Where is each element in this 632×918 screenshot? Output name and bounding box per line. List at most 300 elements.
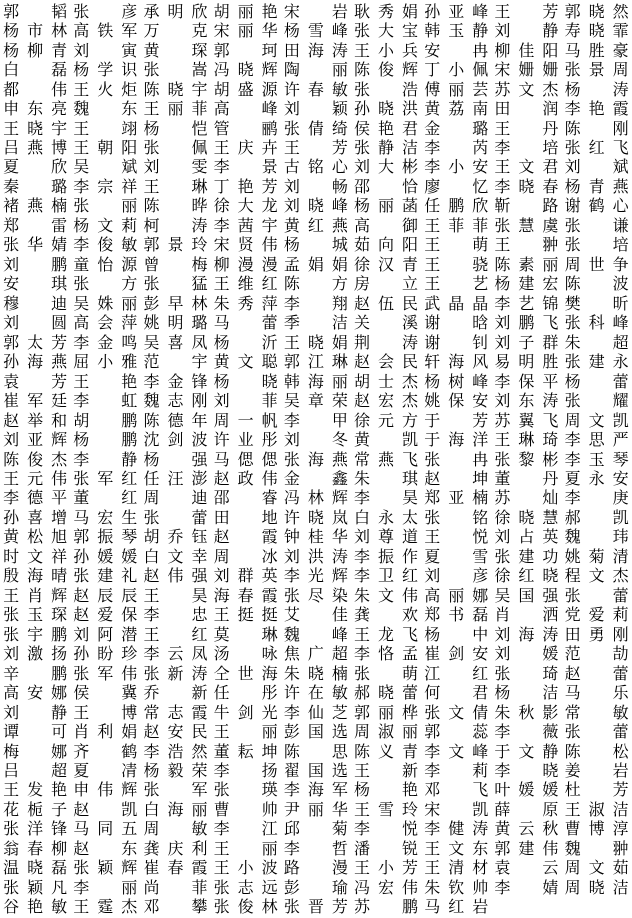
- name-cell: [140, 352, 210, 371]
- person-name: 吴 姝 丽: [73, 293, 138, 313]
- person-name: 宋 丽 华: [213, 21, 278, 41]
- name-cell: [211, 586, 281, 605]
- name-cell: [351, 41, 421, 60]
- name-column-1: [0, 2, 70, 917]
- person-name: 李 甲: [283, 410, 348, 430]
- name-cell: [211, 878, 281, 897]
- person-name: 周 一 帆: [213, 410, 278, 430]
- name-cell: [351, 567, 421, 586]
- person-name: 许 晓 岚: [283, 507, 348, 527]
- person-name: 韩 海 丽: [283, 371, 348, 391]
- person-name: 夏 凊: [73, 761, 138, 781]
- person-name: 高 峰: [213, 99, 278, 119]
- person-name: 王 芳: [494, 1, 559, 21]
- person-name: 谷 艳 敏: [3, 897, 68, 917]
- name-cell: [491, 547, 561, 566]
- name-cell: [281, 878, 351, 897]
- person-name: 刘 阿 潜: [73, 624, 138, 644]
- name-cell: [562, 878, 632, 897]
- person-name: 赵 伟 强: [143, 566, 208, 586]
- person-name: 张 静 洁: [354, 138, 419, 158]
- person-name: 宋 姗 姗: [494, 60, 559, 80]
- name-cell: [0, 391, 70, 410]
- name-cell: [491, 683, 561, 702]
- person-name: 黄 红 燕: [283, 215, 348, 235]
- person-name: 刘 寅: [73, 40, 138, 60]
- person-name: 胡 鹏: [73, 410, 138, 430]
- name-cell: [562, 411, 632, 430]
- person-name: 王 发 艳: [3, 780, 68, 800]
- name-cell: [491, 839, 561, 858]
- name-cell: [351, 508, 421, 527]
- person-name: 姚 明 璐: [143, 313, 208, 333]
- person-name: 彭 早 林: [143, 293, 208, 313]
- person-name: 刘 冬: [283, 430, 348, 450]
- person-name: 常 敏: [564, 702, 629, 722]
- person-name: 杨 艳: [354, 780, 419, 800]
- name-cell: [351, 352, 421, 371]
- name-cell: [281, 41, 351, 60]
- name-cell: [491, 352, 561, 371]
- person-name: 胡 士 杰: [354, 371, 419, 391]
- person-name: 程 文 杰: [564, 566, 629, 586]
- person-name: 周 淑 丽: [354, 722, 419, 742]
- person-name: 高 御: [354, 215, 419, 235]
- person-name: 轩 海 风: [424, 352, 489, 372]
- name-cell: [351, 391, 421, 410]
- name-cell: [140, 450, 210, 469]
- person-name: 申 东 亮: [3, 99, 68, 119]
- person-name: 王 萌: [424, 235, 489, 255]
- name-cell: [421, 703, 491, 722]
- person-name: 陈 俊 辉: [354, 60, 419, 80]
- person-name: 龚 欢: [354, 605, 419, 625]
- name-cell: [211, 138, 281, 157]
- name-cell: [0, 625, 70, 644]
- name-cell: [421, 644, 491, 663]
- name-column-9: [562, 2, 632, 917]
- name-cell: [562, 60, 632, 79]
- name-cell: [562, 644, 632, 663]
- person-name: 茹 向 阳: [354, 235, 419, 255]
- person-name: 耿 秀 娟: [354, 1, 419, 21]
- name-cell: [281, 80, 351, 99]
- person-name: 傅 丽 芸: [424, 79, 489, 99]
- name-cell: [140, 21, 210, 40]
- person-name: 朱 晓 楠: [283, 663, 348, 683]
- name-cell: [0, 703, 70, 722]
- person-name: 刘 斌: [564, 157, 629, 177]
- person-name: 朱 秀 萍: [213, 293, 278, 313]
- name-cell: [140, 391, 210, 410]
- name-cell: [421, 275, 491, 294]
- name-cell: [491, 878, 561, 897]
- name-cell: [70, 255, 140, 274]
- person-name: 李 光 辉: [283, 566, 348, 586]
- person-name: 邵 睿: [213, 488, 278, 508]
- name-cell: [70, 606, 140, 625]
- person-name: 李 玉 琴: [564, 449, 629, 469]
- person-name: 丁 小 佩: [424, 60, 489, 80]
- person-name: 苏 鹏: [354, 897, 419, 917]
- person-name: 童 怡 源: [73, 254, 138, 274]
- name-cell: [0, 547, 70, 566]
- name-cell: [351, 898, 421, 917]
- name-cell: [562, 781, 632, 800]
- person-name: 郑 书 磊: [424, 605, 489, 625]
- name-cell: [70, 703, 140, 722]
- name-cell: [140, 508, 210, 527]
- person-name: 王 艳: [73, 371, 138, 391]
- name-cell: [140, 528, 210, 547]
- person-name: 何 君: [424, 683, 489, 703]
- person-name: 杨 雪 峰: [283, 21, 348, 41]
- person-name: 夏 永 安: [564, 468, 629, 488]
- name-cell: [491, 216, 561, 235]
- person-name: 徐 大 龙: [213, 196, 278, 216]
- person-name: 刘 畅: [283, 176, 348, 196]
- person-name: 郭 太 芳: [3, 332, 68, 352]
- person-name: 王 维 红: [213, 274, 278, 294]
- name-cell: [211, 80, 281, 99]
- person-name: 王 小 兵: [354, 40, 419, 60]
- name-cell: [351, 255, 421, 274]
- person-name: 张 新 涛: [143, 663, 208, 683]
- person-name: 刘 东 涛: [494, 391, 559, 411]
- person-name: 任 汪 澎: [143, 468, 208, 488]
- person-name: 张 蕾: [143, 507, 208, 527]
- person-name: 关 溪: [354, 313, 419, 333]
- person-name: 张 科 峰: [564, 313, 629, 333]
- name-cell: [140, 644, 210, 663]
- name-cell: [211, 294, 281, 313]
- name-cell: [0, 352, 70, 371]
- name-cell: [281, 683, 351, 702]
- name-cell: [491, 625, 561, 644]
- name-cell: [211, 469, 281, 488]
- name-cell: [70, 508, 140, 527]
- name-cell: [0, 606, 70, 625]
- person-name: 李 静: [73, 449, 138, 469]
- person-name: 刘 媛: [494, 644, 559, 664]
- person-name: 张 彦: [73, 1, 138, 21]
- person-name: 王 挺 挺: [213, 605, 278, 625]
- name-cell: [281, 216, 351, 235]
- name-cell: [562, 80, 632, 99]
- name-cell: [351, 800, 421, 819]
- person-name: 张 建 永: [564, 352, 629, 372]
- name-cell: [562, 21, 632, 40]
- person-name: 褚 燕 楠: [3, 196, 68, 216]
- name-cell: [211, 41, 281, 60]
- name-cell: [421, 372, 491, 391]
- person-name: 杨 洁: [494, 683, 559, 703]
- person-name: 肖 利 娟: [73, 722, 138, 742]
- name-cell: [421, 664, 491, 683]
- name-cell: [421, 742, 491, 761]
- name-cell: [562, 197, 632, 216]
- name-cell: [211, 898, 281, 917]
- name-cell: [562, 119, 632, 138]
- name-cell: [351, 430, 421, 449]
- name-cell: [421, 177, 491, 196]
- person-name: 温 晓 磊: [3, 858, 68, 878]
- name-cell: [421, 469, 491, 488]
- name-cell: [211, 703, 281, 722]
- name-cell: [491, 60, 561, 79]
- person-name: 侯 冀: [73, 683, 138, 703]
- person-name: 张 培: [564, 235, 629, 255]
- name-cell: [421, 528, 491, 547]
- name-cell: [562, 742, 632, 761]
- person-name: 王 博: [73, 702, 138, 722]
- name-cell: [491, 586, 561, 605]
- name-cell: [140, 878, 210, 897]
- person-name: 杨 丽 菡: [354, 196, 419, 216]
- person-name: 刘 海 涛: [494, 624, 559, 644]
- person-name: 陈 思: [283, 741, 348, 761]
- person-name: 张 红 飞: [564, 138, 629, 158]
- person-name: 郭 珂: [213, 40, 278, 60]
- name-cell: [281, 391, 351, 410]
- person-name: 张 建 功: [494, 546, 559, 566]
- name-cell: [491, 275, 561, 294]
- name-cell: [70, 216, 140, 235]
- person-name: 丁 艳 芳: [213, 176, 278, 196]
- name-cell: [281, 567, 351, 586]
- name-cell: [70, 138, 140, 157]
- name-cell: [351, 177, 421, 196]
- person-name: 薛 原: [494, 799, 559, 819]
- person-name: 宋 凯: [424, 799, 489, 819]
- name-cell: [140, 99, 210, 118]
- person-name: 张 志 远: [213, 877, 278, 897]
- name-cell: [281, 625, 351, 644]
- person-name: 吴 章 荣: [283, 391, 348, 411]
- name-cell: [351, 99, 421, 118]
- name-cell: [0, 878, 70, 897]
- person-name: 古 铭 心: [283, 157, 348, 177]
- person-name: 谢 鹤 心: [564, 196, 629, 216]
- person-name: 时 文 祥: [3, 546, 68, 566]
- name-cell: [421, 722, 491, 741]
- name-cell: [281, 508, 351, 527]
- person-name: 杨 涛: [564, 79, 629, 99]
- name-cell: [70, 644, 140, 663]
- person-name: 王 元 伟: [3, 468, 68, 488]
- person-name: 赵 政 伟: [213, 468, 278, 488]
- name-cell: [70, 80, 140, 99]
- name-cell: [281, 644, 351, 663]
- person-name: 谭 可: [3, 722, 68, 742]
- person-name: 李 振 作: [354, 546, 419, 566]
- person-name: 焦 广 超: [283, 644, 348, 664]
- person-name: 白 磊: [3, 60, 68, 80]
- person-name: 张 琦: [494, 663, 559, 683]
- person-name: 穆 迪: [3, 293, 68, 313]
- person-name: 周 迪: [143, 488, 208, 508]
- person-name: 任 彤: [213, 683, 278, 703]
- name-cell: [211, 236, 281, 255]
- person-name: 田 地: [213, 507, 278, 527]
- person-name: 李 昊: [354, 488, 419, 508]
- person-name: 杨 鹏: [73, 430, 138, 450]
- name-cell: [281, 372, 351, 391]
- name-cell: [0, 197, 70, 216]
- name-cell: [211, 742, 281, 761]
- person-name: 张 大 宝: [354, 21, 419, 41]
- person-name: 李 俊 敏: [73, 235, 138, 255]
- name-cell: [351, 742, 421, 761]
- person-name: 柯 涛: [143, 215, 208, 235]
- name-cell: [0, 138, 70, 157]
- person-name: 胡 丽 艳: [213, 1, 278, 21]
- person-name: 赵 坤: [424, 468, 489, 488]
- person-name: 潘 锐: [354, 838, 419, 858]
- name-cell: [140, 742, 210, 761]
- name-column-7: [421, 2, 491, 917]
- person-name: 王 霆 杰: [73, 897, 138, 917]
- name-cell: [70, 859, 140, 878]
- name-cell: [351, 683, 421, 702]
- name-cell: [211, 781, 281, 800]
- name-cell: [281, 236, 351, 255]
- person-name: 郭 蕊: [424, 722, 489, 742]
- person-name: 李 培: [494, 138, 559, 158]
- name-cell: [562, 664, 632, 683]
- person-name: 陶 丽: [283, 60, 348, 80]
- person-name: 魏 峰: [283, 624, 348, 644]
- person-name: 王 丽 菲: [143, 99, 208, 119]
- name-cell: [281, 586, 351, 605]
- person-name: 杨 市 林: [3, 21, 68, 41]
- name-cell: [140, 275, 210, 294]
- name-cell: [211, 275, 281, 294]
- person-name: 张 黎 彬: [494, 449, 559, 469]
- person-name: 王 翊: [73, 118, 138, 138]
- person-name: 周 敏: [143, 819, 208, 839]
- name-cell: [421, 839, 491, 858]
- person-name: 杨 沂: [213, 332, 278, 352]
- person-name: 张 慧 虞: [494, 215, 559, 235]
- person-name: 王 翀: [494, 235, 559, 255]
- person-name: 郝 晓 蕾: [354, 683, 419, 703]
- person-name: 刘 晓 峰: [283, 196, 348, 216]
- name-cell: [140, 722, 210, 741]
- person-name: 秦 璐: [3, 176, 68, 196]
- name-cell: [211, 391, 281, 410]
- name-cell: [491, 800, 561, 819]
- name-cell: [351, 294, 421, 313]
- person-name: 张 文 倩: [424, 702, 489, 722]
- person-name: 刘 静: [3, 702, 68, 722]
- person-name: 孙 媛 媛: [73, 546, 138, 566]
- name-cell: [281, 158, 351, 177]
- name-cell: [281, 469, 351, 488]
- person-name: 张 洋 锋: [3, 819, 68, 839]
- name-cell: [0, 41, 70, 60]
- name-cell: [351, 859, 421, 878]
- name-cell: [351, 761, 421, 780]
- person-name: 田 润: [494, 99, 559, 119]
- person-name: 马 胜 豪: [564, 40, 629, 60]
- person-name: 郭 江 琳: [283, 352, 348, 372]
- person-name: 陈 晔: [143, 196, 208, 216]
- person-name: 张 耀: [564, 391, 629, 411]
- person-name: 周 冰: [213, 546, 278, 566]
- name-cell: [491, 80, 561, 99]
- person-name: 吕 超: [3, 761, 68, 781]
- name-cell: [211, 683, 281, 702]
- name-cell: [70, 839, 140, 858]
- name-cell: [0, 528, 70, 547]
- person-name: 孙 海 燕: [3, 352, 68, 372]
- name-cell: [281, 352, 351, 371]
- name-cell: [140, 294, 210, 313]
- name-cell: [491, 567, 561, 586]
- name-cell: [211, 158, 281, 177]
- person-name: 许 在 敏: [283, 683, 348, 703]
- name-cell: [281, 781, 351, 800]
- person-name: 曹 帅: [213, 799, 278, 819]
- person-name: 彭 国 选: [283, 722, 348, 742]
- name-cell: [0, 275, 70, 294]
- name-cell: [351, 158, 421, 177]
- person-name: 许 业 彤: [213, 430, 278, 450]
- name-cell: [562, 216, 632, 235]
- name-cell: [140, 625, 210, 644]
- name-cell: [562, 450, 632, 469]
- person-name: 冯 林 辉: [283, 488, 348, 508]
- name-cell: [0, 489, 70, 508]
- person-name: 刘 雯: [143, 157, 208, 177]
- person-name: 李 恪 孟: [354, 644, 419, 664]
- name-cell: [140, 333, 210, 352]
- name-cell: [562, 839, 632, 858]
- person-name: 陈 俊 杰: [3, 449, 68, 469]
- person-name: 冯 晓 辉: [213, 60, 278, 80]
- name-cell: [421, 158, 491, 177]
- person-name: 陈 松: [564, 741, 629, 761]
- name-cell: [281, 411, 351, 430]
- name-cell: [0, 469, 70, 488]
- person-name: 刘 鹏: [3, 254, 68, 274]
- person-name: 龚 庆 利: [143, 838, 208, 858]
- name-cell: [140, 489, 210, 508]
- name-cell: [281, 489, 351, 508]
- person-name: 曾 梅: [143, 254, 208, 274]
- person-name: 郭 振 琴: [73, 527, 138, 547]
- person-name: 张 萌: [354, 663, 419, 683]
- person-name: 王 小 波: [213, 858, 278, 878]
- name-cell: [351, 119, 421, 138]
- name-cell: [70, 567, 140, 586]
- person-name: 杨 恺: [143, 118, 208, 138]
- person-name: 张 俊 林: [213, 897, 278, 917]
- person-name: 陈 晓 宇: [143, 79, 208, 99]
- name-cell: [351, 489, 421, 508]
- name-cell: [562, 703, 632, 722]
- person-name: 李 小 安: [424, 157, 489, 177]
- name-cell: [0, 294, 70, 313]
- person-name: 马 蕾: [213, 313, 278, 333]
- name-cell: [351, 411, 421, 430]
- name-cell: [421, 450, 491, 469]
- name-cell: [281, 99, 351, 118]
- name-cell: [562, 352, 632, 371]
- person-name: 赵 宏 杰: [354, 391, 419, 411]
- name-cell: [562, 430, 632, 449]
